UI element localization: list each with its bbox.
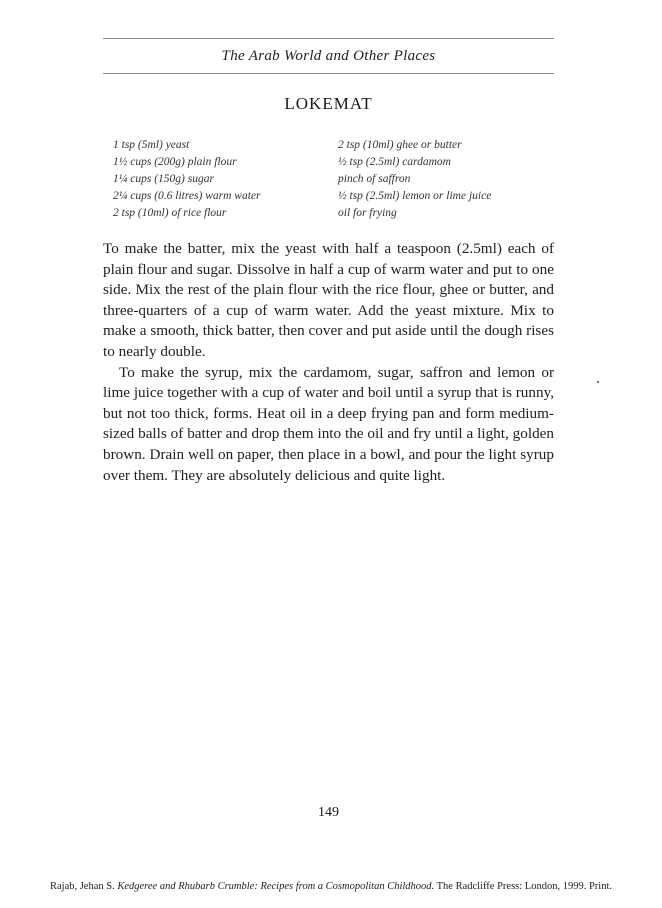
ingredient-item: 1 tsp (5ml) yeast (113, 139, 190, 151)
method-paragraph-syrup: To make the syrup, mix the cardamom, sugar, saffron and lemon or lime juice together with a cup of water and boil until a syrup that is runny, but not too thick, forms. Heat oil in a deep frying pan and form medium-sized balls of batter and drop them into the oil and fry until a light, golden brown. Drain well on paper, then place in a bowl, and pour the light syrup over them. They are absolutely delicious and quite light. (103, 363, 554, 484)
page-number: 149 (318, 805, 339, 820)
ingredient-item: oil for frying (338, 207, 397, 219)
print-speck (597, 381, 599, 383)
ingredients-list-left (113, 137, 323, 222)
header-top-rule (103, 38, 554, 39)
citation-publisher: The Radcliffe Press: London, 1999. Print. (436, 881, 612, 892)
citation (0, 881, 662, 892)
recipe-method (103, 239, 554, 486)
running-head: The Arab World and Other Places (221, 48, 436, 64)
ingredient-item: 2 tsp (10ml) of rice flour (113, 207, 227, 219)
ingredient-item: 1¼ cups (150g) sugar (113, 173, 214, 185)
method-paragraph-batter: To make the batter, mix the yeast with half a teaspoon (2.5ml) each of plain flour and sugar. Dissolve in half a cup of warm water and put to one side. Mix the rest of the plain flour with the rice flour, ghee or butter, and three-quarters of a cup of warm water. Add the yeast mixture. Mix to make a smooth, thick batter, then cover and put aside until the dough rises to nearly double. (103, 240, 554, 360)
ingredient-item: 2¼ cups (0.6 litres) warm water (113, 190, 261, 202)
ingredient-item: 1½ cups (200g) plain flour (113, 156, 237, 168)
ingredient-item: ½ tsp (2.5ml) lemon or lime juice (338, 190, 492, 202)
ingredient-item: 2 tsp (10ml) ghee or butter (338, 139, 462, 151)
recipe-title: LOKEMAT (284, 94, 373, 113)
ingredient-item: pinch of saffron (338, 173, 411, 185)
ingredients-list-right (338, 137, 553, 222)
citation-author: Rajab, Jehan S. (49, 881, 115, 892)
header-bottom-rule (103, 73, 554, 74)
ingredient-item: ½ tsp (2.5ml) cardamom (338, 156, 451, 168)
citation-title: Kedgeree and Rhubarb Crumble: Recipes from a Cosmopolitan Childhood. (117, 881, 435, 892)
